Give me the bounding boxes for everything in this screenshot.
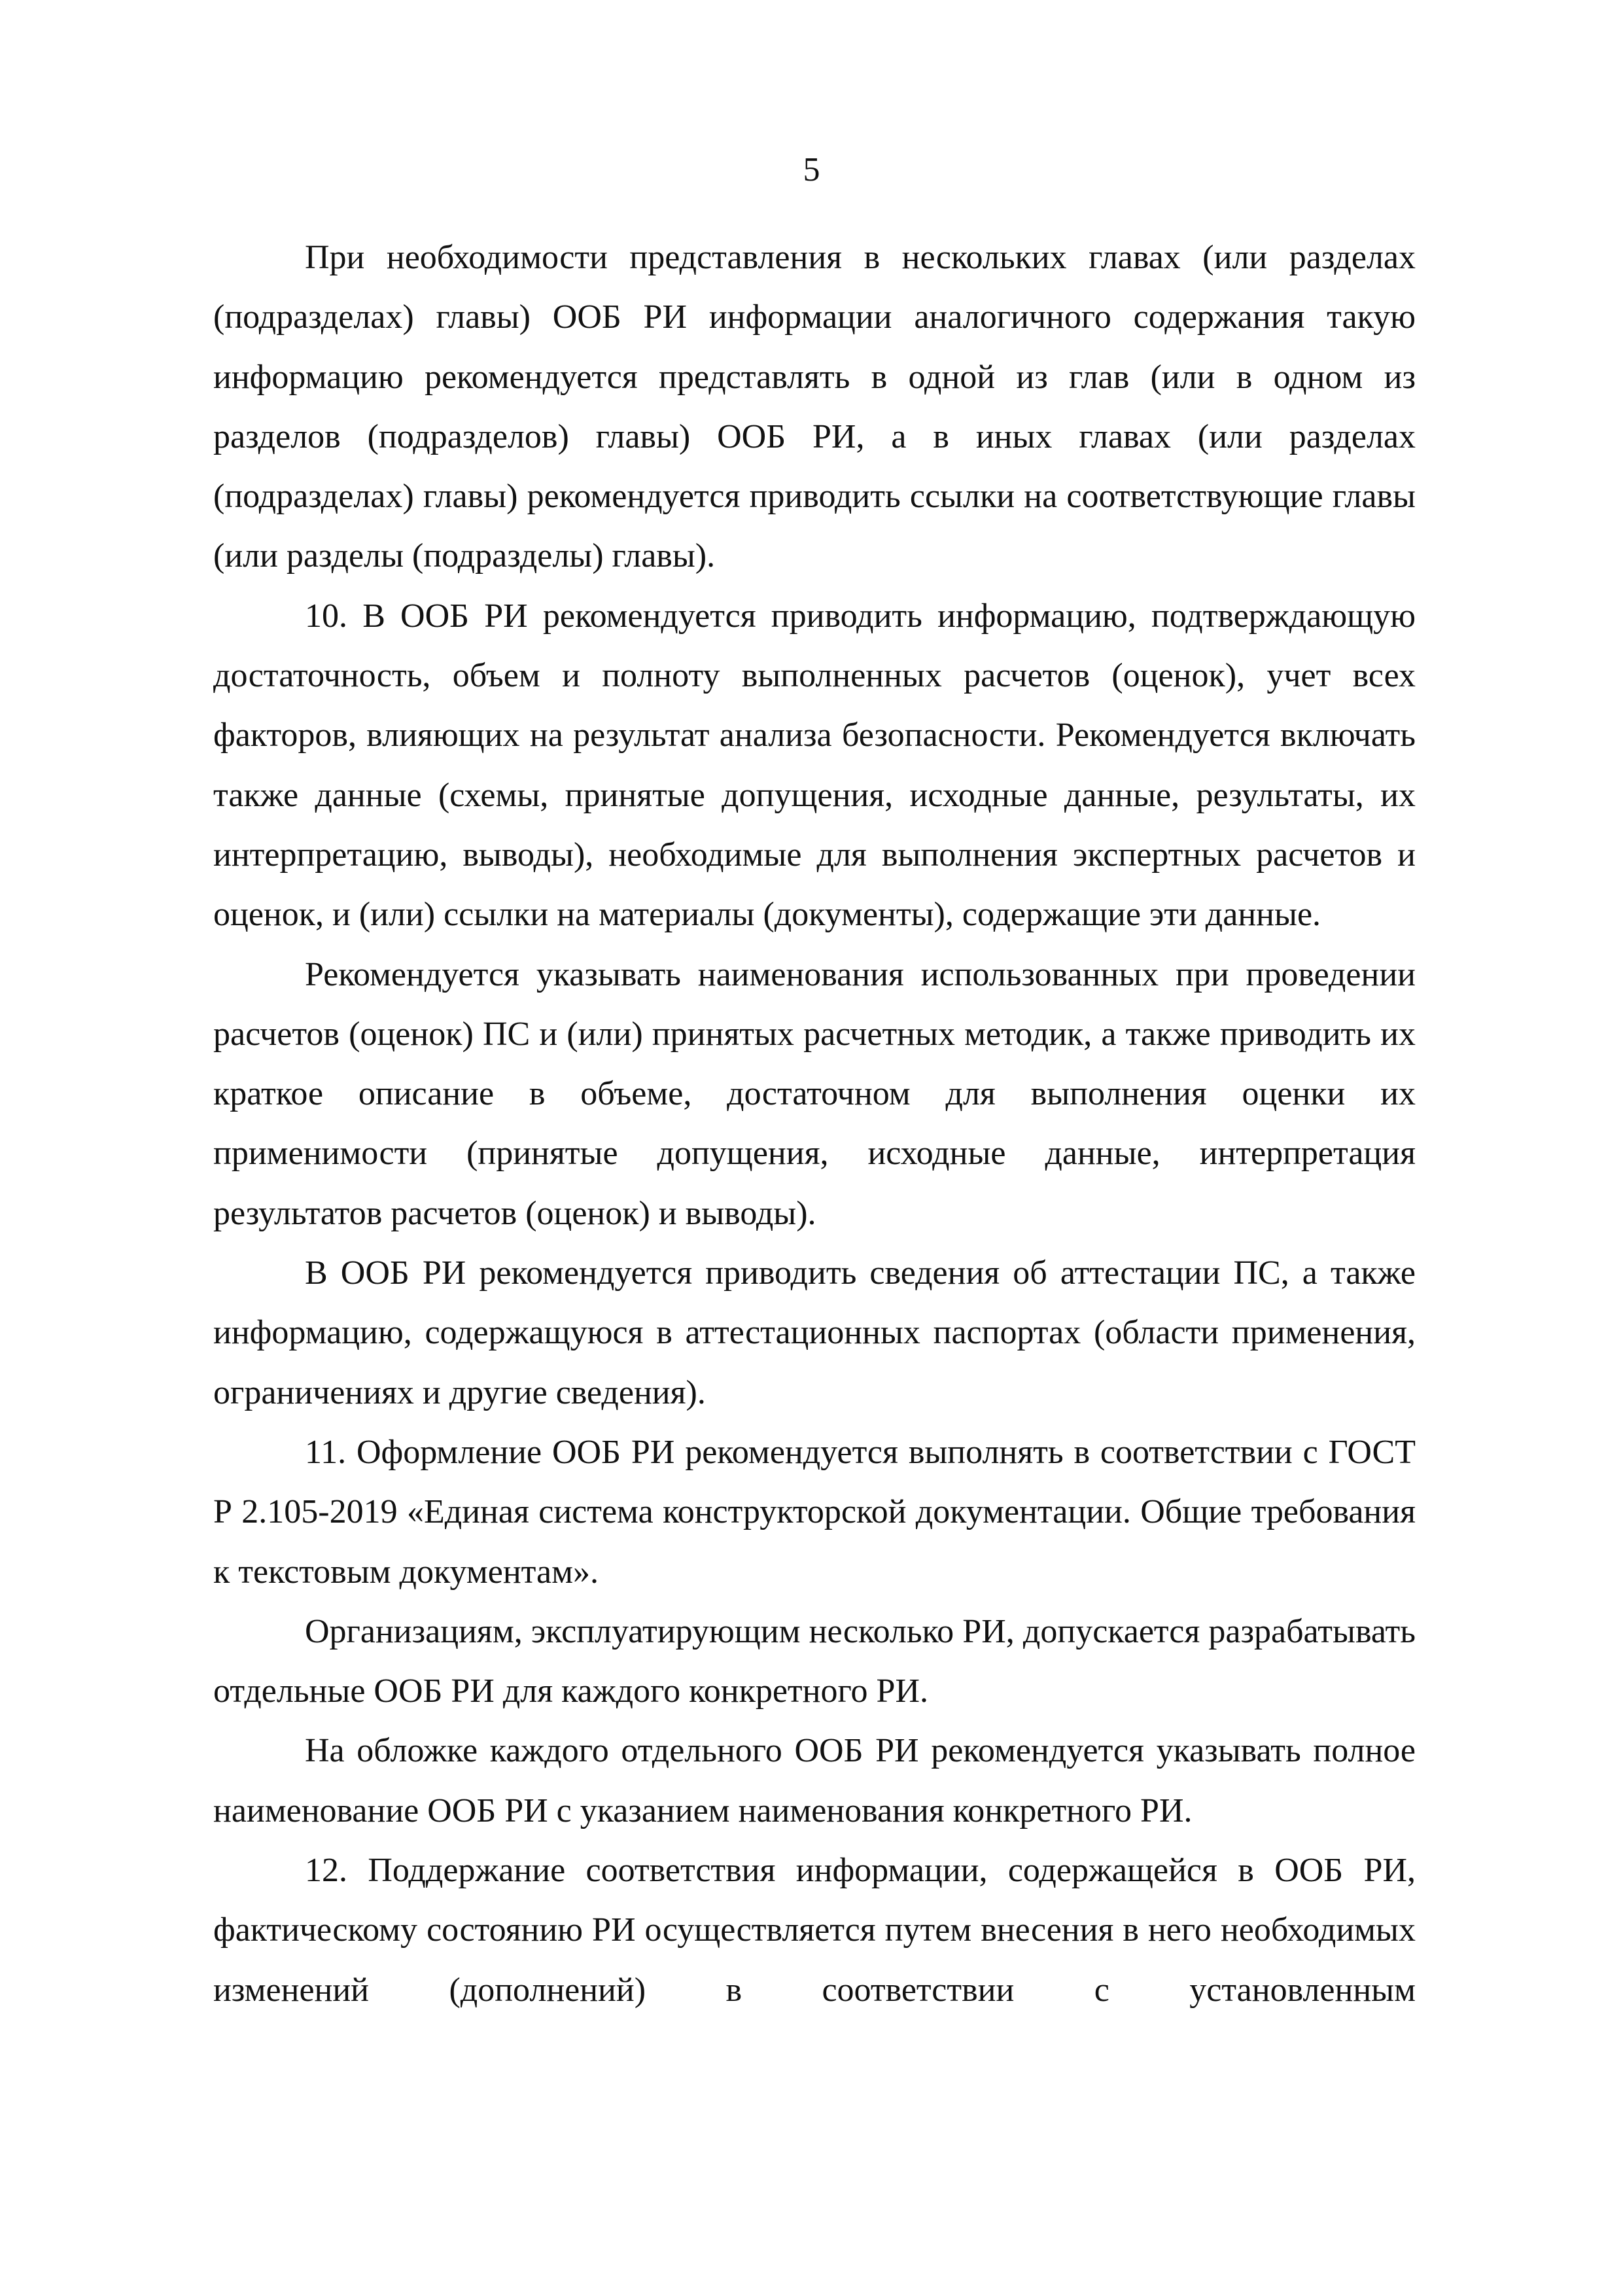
paragraph-item-11: 11. Оформление ООБ РИ рекомендуется выполнять в соответствии с ГОСТ Р 2.105-2019 «Единая система конструкторской документации. Общие требования к текстовым документам». [213, 1433, 1416, 1591]
paragraph-attestation: В ООБ РИ рекомендуется приводить сведения об аттестации ПС, а также информацию, содержащуюся в аттестационных паспортах (области применения, ограничениях и другие сведения). [213, 1254, 1416, 1411]
paragraph-duplicate-info: При необходимости представления в нескольких главах (или разделах (подразделах) главы) ООБ РИ информации аналогичного содержания такую информацию рекомендуется представлять в одной из глав (или в одном из разделов (подразделов) главы) ООБ РИ, а в иных главах (или разделах (подразделах) главы) рекомендуется приводить ссылки на соответствующие главы (или разделы (подразделы) главы). [213, 239, 1416, 575]
paragraph-organizations: Организациям, эксплуатирующим несколько РИ, допускается разрабатывать отдельные ООБ РИ для каждого конкретного РИ. [213, 1612, 1416, 1710]
paragraph-cover: На обложке каждого отдельного ООБ РИ рекомендуется указывать полное наименование ООБ РИ с указанием наименования конкретного РИ. [213, 1732, 1416, 1829]
page-number: 5 [803, 151, 820, 188]
document-body [213, 228, 1416, 2020]
paragraph-item-12: 12. Поддержание соответствия информации, содержащейся в ООБ РИ, фактическому состоянию РИ осуществляется путем внесения в него необходимых изменений (дополнений) в соответствии с установленным [213, 1852, 1416, 2009]
paragraph-item-10: 10. В ООБ РИ рекомендуется приводить информацию, подтверждающую достаточность, объем и полноту выполненных расчетов (оценок), учет всех факторов, влияющих на результат анализа безопасности. Рекомендуется включать также данные (схемы, принятые допущения, исходные данные, результаты, их интерпретацию, выводы), необходимые для выполнения экспертных расчетов и оценок, и (или) ссылки на материалы (документы), содержащие эти данные. [213, 597, 1416, 934]
paragraph-software-tools: Рекомендуется указывать наименования использованных при проведении расчетов (оценок) ПС и (или) принятых расчетных методик, а также приводить их краткое описание в объеме, достаточном для выполнения оценки их применимости (принятые допущения, исходные данные, интерпретация результатов расчетов (оценок) и выводы). [213, 955, 1416, 1232]
